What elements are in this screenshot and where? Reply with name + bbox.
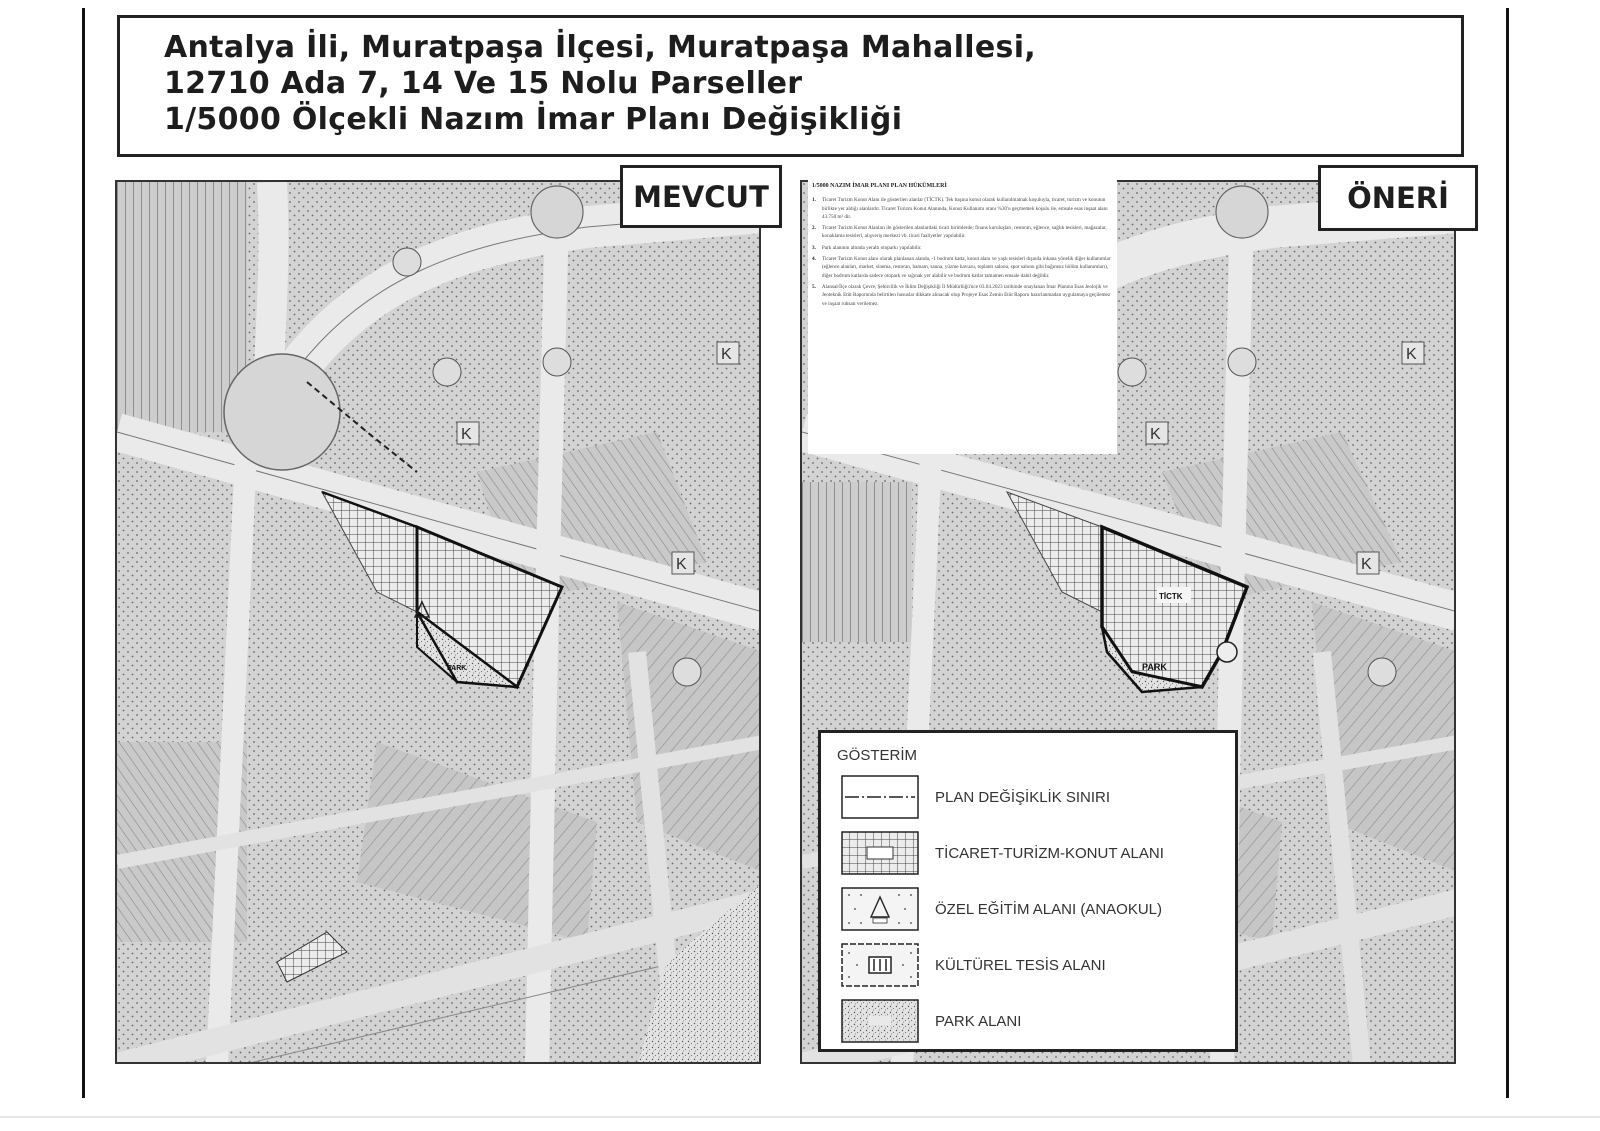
map-label-k-6: K: [1361, 556, 1372, 573]
legend-label: PARK ALANI: [935, 1013, 1022, 1030]
legend-item-private-education: [841, 887, 1231, 933]
right-margin-line: [1506, 8, 1509, 1098]
plan-notes: [808, 180, 1117, 454]
plan-note-item: [812, 283, 1111, 308]
plan-notes-heading: 1/5000 NAZIM İMAR PLANI PLAN HÜKÜMLERİ: [812, 183, 947, 189]
legend-label: KÜLTÜREL TESİS ALANI: [935, 957, 1106, 974]
legend-title: GÖSTERİM: [837, 747, 918, 764]
title-box: [117, 15, 1464, 157]
plan-note-number: 3.: [812, 244, 816, 251]
map-label-k-2: K: [461, 426, 472, 443]
label-proposed-oneri: ÖNERİ: [1318, 165, 1478, 231]
map-label-k-4: K: [1406, 346, 1417, 363]
plan-note-text: Alansal/İlçe olarak Çevre, Şehircilik ve İklim Değişikliği İl Müdürlüğü'nce 03.04.2023 tarihinde onaylanan İmar Planına Esas Jeolojik ve Jeoteknik Etüt Raporunda belirtilen hususlar dikkate alınacak olup Projeye Esas Zemin Etüt Raporu hazırlanmadan uygulamaya geçilemez ve inşaat ruhsatı verilemez.: [821, 283, 1111, 307]
existing-plan-map: [117, 182, 761, 1064]
page-bottom-rule: [0, 1116, 1600, 1118]
legend-label: ÖZEL EĞİTİM ALANI (ANAOKUL): [935, 901, 1162, 918]
map-label-k-1: K: [721, 346, 732, 363]
dotted-triangle-icon: [841, 887, 919, 931]
plan-note-number: 1.: [812, 197, 816, 204]
plan-note-item: [812, 224, 1111, 241]
legend-label: PLAN DEĞİŞİKLİK SINIRI: [935, 789, 1111, 806]
plan-note-text: Ticaret Turizm Konut Alanı ile gösterilen alanlar (TİCTK). Tek başına konut olarak kullanılmamak koşuluyla, ticaret, turizm ve konutun birlikte yer aldığı alanlardır. Ticaret Turizm Konut Alanında, Konut Kullanımı oranı %30'u geçmemek koşulu ile, emsale esas inşaat alanı 43.750 m² dir.: [821, 197, 1108, 220]
title-line-1: Antalya İli, Muratpaşa İlçesi, Muratpaşa Mahallesi,: [164, 30, 1036, 65]
plan-note-number: 4.: [812, 256, 816, 263]
legend-item-cultural-facility: [841, 943, 1231, 989]
legend-item-commerce-tourism-housing: [841, 831, 1231, 877]
legend-item-plan-boundary: [841, 775, 1231, 821]
plan-note-text: Park alanının altında yeraltı otoparkı yapılabilir.: [821, 244, 922, 251]
map-label-k-3: K: [676, 556, 687, 573]
legend-label: TİCARET-TURİZM-KONUT ALANI: [935, 845, 1164, 862]
left-margin-line: [82, 8, 85, 1098]
plan-note-number: 2.: [812, 225, 816, 232]
map-label-park-existing: PARK: [447, 665, 467, 672]
label-existing-mevcut: MEVCUT: [620, 165, 782, 228]
legend-item-park: [841, 999, 1231, 1045]
map-label-park-proposed: PARK: [1142, 662, 1167, 672]
grid-hatch-icon: [841, 831, 919, 875]
plan-note-text: Ticaret Turizm Konut Alanları ile gösterilen alanlardaki ticari birimlerde; finans kuruluşları, restoran, eğlence, sağlık tesisleri, mağazalar, konaklama tesisleri, alışveriş merkezi vb. ticari faaliyetler yapılabilir.: [821, 225, 1107, 240]
plan-note-item: [812, 244, 1111, 252]
plan-note-item: [812, 255, 1111, 280]
map-label-k-5: K: [1150, 426, 1161, 443]
dash-line-icon: [841, 775, 919, 819]
map-panel-existing: [115, 180, 761, 1064]
map-label-tictk: TİCTK: [1159, 592, 1183, 601]
plan-note-text: Ticaret Turizm Konut alanı olarak planlanan alanda, -1 bodrum katta, konut alanı ve yaşlı tesisleri dışında inkana yönelik diğer kullanımlar (eğlence alanları, market, sinema, restoran, hamam, sauna, yüzme havuzu, toplantı salonu, spor salonu gibi bağımsız bölüm kullanımları), diğer bodrum katlarda sadece otopark ve sığınak yer alabilir ve bodrum katlar tamamen emsale dahil değildir.: [821, 256, 1111, 279]
plan-note-item: [812, 196, 1111, 221]
plan-note-number: 5.: [812, 283, 816, 290]
legend-box: [818, 730, 1238, 1052]
dotted-building-icon: [841, 943, 919, 987]
title-line-3: 1/5000 Ölçekli Nazım İmar Planı Değişikliği: [164, 102, 903, 137]
stipple-park-icon: [841, 999, 919, 1043]
title-line-2: 12710 Ada 7, 14 Ve 15 Nolu Parseller: [164, 66, 803, 101]
